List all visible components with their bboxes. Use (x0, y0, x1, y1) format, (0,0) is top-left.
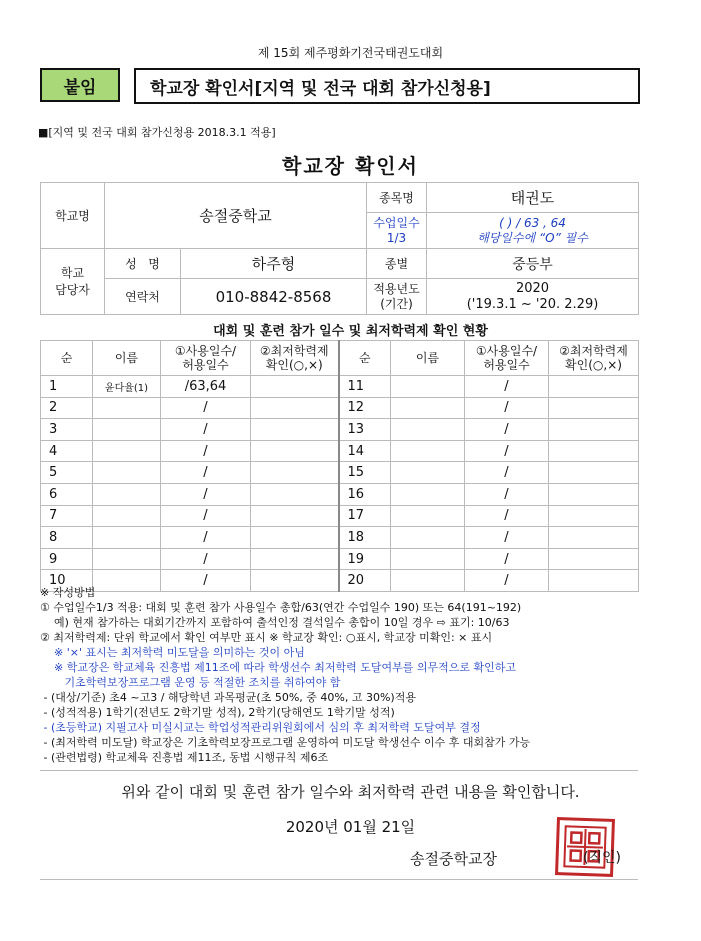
table-row (41, 440, 639, 462)
row-name-cell (93, 505, 161, 527)
row-min-cell (251, 397, 339, 419)
row-min-cell (549, 548, 639, 570)
row-no-cell: 19 (339, 548, 391, 570)
guide-line: ① 수업일수1/3 적용: 대회 및 훈련 참가 사용일수 총합/63(연간 수업일수 190) 또는 64(191~192) (40, 601, 522, 614)
class-days-label-2: 1/3 (386, 230, 407, 245)
row-days-cell: / (465, 570, 549, 592)
table-row (41, 548, 639, 570)
divider (40, 770, 638, 771)
row-days-cell: / (161, 462, 251, 484)
category-value: 중등부 (427, 249, 639, 279)
header-no: 순 (41, 341, 93, 376)
manager-label-1: 학교 (60, 265, 85, 280)
row-days-cell: / (465, 483, 549, 505)
row-min-cell (549, 483, 639, 505)
header-days-r-1: ①사용일수/ (475, 344, 538, 358)
bottom-divider (40, 879, 638, 880)
row-days-cell: / (161, 419, 251, 441)
row-no-cell: 15 (339, 462, 391, 484)
table-row (41, 397, 639, 419)
row-no-cell: 2 (41, 397, 93, 419)
year-value: 2020 (515, 280, 550, 296)
manager-label-2: 담당자 (55, 282, 90, 297)
row-days-cell: / (161, 505, 251, 527)
info-table (40, 182, 639, 315)
class-days-label-1: 수업일수 (373, 215, 420, 230)
row-min-cell (251, 419, 339, 441)
header-min-r (549, 341, 639, 376)
guide-line: ※ '×' 표시는 최저학력 미도달을 의미하는 것이 아님 (40, 646, 305, 659)
row-no-cell: 1 (41, 376, 93, 398)
period-value: ('19.3.1 ~ '20. 2.29) (466, 296, 599, 312)
status-table (40, 340, 639, 592)
row-days-cell: / (161, 527, 251, 549)
row-min-cell (251, 483, 339, 505)
header-min-r-2: 확인(○,×) (565, 358, 622, 372)
row-no-cell: 11 (339, 376, 391, 398)
guide-line: - (최저학력 미도달) 학교장은 기초학력보장프로그램 운영하여 미도달 학생선수 이수 후 대회참가 가능 (40, 736, 531, 749)
guide-line: ② 최저학력제: 단위 학교에서 확인 여부만 표시 ※ 학교장 확인: ○표시, 학교장 미확인: × 표시 (40, 631, 493, 644)
row-name-cell (93, 419, 161, 441)
header-name: 이름 (93, 341, 161, 376)
row-no-cell: 20 (339, 570, 391, 592)
attachment-label: 붙임 (40, 68, 120, 102)
contact-label: 연락처 (105, 279, 181, 315)
row-no-cell: 16 (339, 483, 391, 505)
contact-value: 010-8842-8568 (181, 279, 367, 315)
row-min-cell (549, 505, 639, 527)
row-no-cell: 7 (41, 505, 93, 527)
row-days-cell: / (465, 527, 549, 549)
row-name-cell (391, 527, 465, 549)
principal-name: 송절중학교장 (410, 850, 497, 868)
row-no-cell: 4 (41, 440, 93, 462)
name-label: 성 명 (105, 249, 181, 279)
sport-label: 종목명 (367, 183, 427, 213)
row-name-cell (93, 548, 161, 570)
header-days-r (465, 341, 549, 376)
status-title: 대회 및 훈련 참가 일수 및 최저학력제 확인 현황 (213, 324, 488, 339)
row-days-cell: / (465, 397, 549, 419)
row-days-cell: /63,64 (161, 376, 251, 398)
row-name-cell (93, 397, 161, 419)
row-no-cell: 12 (339, 397, 391, 419)
guide-line: - (대상/기준) 초4 ~고3 / 해당학년 과목평균(초 50%, 중 40%, 고 30%)적용 (40, 691, 416, 704)
table-row (41, 376, 639, 398)
row-no-cell: 6 (41, 483, 93, 505)
row-min-cell (251, 505, 339, 527)
header-days (161, 341, 251, 376)
table-row (41, 483, 639, 505)
manager-name: 하주형 (181, 249, 367, 279)
row-min-cell (549, 419, 639, 441)
class-days-hint: 해당일수에 “O” 필수 (477, 230, 588, 245)
competition-title: 제 15회 제주평화기전국태권도대회 (257, 46, 444, 60)
manager-label (41, 249, 105, 315)
guide-line: ※ 작성방법 (40, 586, 96, 599)
year-label-2: (기간) (380, 296, 413, 311)
row-days-cell: / (465, 440, 549, 462)
row-name-cell (391, 419, 465, 441)
school-label: 학교명 (41, 183, 105, 249)
header-min (251, 341, 339, 376)
row-days-cell: / (161, 570, 251, 592)
category-label: 종별 (367, 249, 427, 279)
class-days-label (367, 213, 427, 249)
table-row (41, 462, 639, 484)
class-days-value: ( ) / 63 , 64 (499, 215, 566, 230)
school-name: 송절중학교 (105, 183, 367, 249)
row-min-cell (549, 397, 639, 419)
confirmation-text: 위와 같이 대회 및 훈련 참가 일수와 최저학력 관련 내용을 확인합니다. (121, 783, 580, 801)
row-name-cell (391, 505, 465, 527)
header-name-r: 이름 (391, 341, 465, 376)
guide-line: ※ 학교장은 학교체육 진흥법 제11조에 따라 학생선수 최저학력 도달여부를 의무적으로 확인하고 (40, 661, 516, 674)
row-name-cell (93, 483, 161, 505)
header-days-1: ①사용일수/ (174, 344, 237, 358)
row-min-cell (549, 376, 639, 398)
row-no-cell: 18 (339, 527, 391, 549)
page-title: 학교장 확인서 (282, 154, 419, 178)
header-min-r-1: ②최저학력제 (559, 344, 628, 358)
row-name-cell: 윤다율(1) (93, 376, 161, 398)
header-min-1: ②최저학력제 (259, 344, 329, 358)
header-days-r-2: 허용일수 (483, 358, 530, 372)
apply-note: ■[지역 및 전국 대회 참가신청용 2018.3.1 적용] (38, 126, 276, 139)
row-no-cell: 9 (41, 548, 93, 570)
row-days-cell: / (161, 548, 251, 570)
row-name-cell (391, 376, 465, 398)
row-days-cell: / (465, 548, 549, 570)
row-days-cell: / (161, 483, 251, 505)
row-no-cell: 3 (41, 419, 93, 441)
row-min-cell (549, 462, 639, 484)
row-min-cell (549, 527, 639, 549)
sport-value: 태권도 (427, 183, 639, 213)
row-name-cell (391, 462, 465, 484)
header-no-r: 순 (339, 341, 391, 376)
header-min-2: 확인(○,×) (265, 358, 323, 372)
row-min-cell (251, 440, 339, 462)
header-days-2: 허용일수 (182, 358, 229, 372)
writing-guide (40, 585, 640, 765)
table-row (41, 505, 639, 527)
row-no-cell: 17 (339, 505, 391, 527)
document-name: 학교장 확인서[지역 및 전국 대회 참가신청용] (134, 68, 640, 104)
row-name-cell (93, 440, 161, 462)
row-min-cell (549, 440, 639, 462)
row-name-cell (391, 483, 465, 505)
row-min-cell (251, 527, 339, 549)
year-label-1: 적용년도 (373, 281, 420, 296)
row-days-cell: / (161, 440, 251, 462)
row-no-cell: 5 (41, 462, 93, 484)
row-no-cell: 14 (339, 440, 391, 462)
row-min-cell (251, 548, 339, 570)
row-name-cell (391, 548, 465, 570)
guide-line: 예) 현재 참가하는 대회기간까지 포함하여 출석인정 결석일수 총합이 10일 경우 ⇨ 표기: 10/63 (40, 616, 510, 629)
seal-mark: (직인) (583, 850, 621, 866)
row-name-cell (391, 440, 465, 462)
row-days-cell: / (465, 376, 549, 398)
row-no-cell: 13 (339, 419, 391, 441)
guide-line: - (관련법령) 학교체육 진흥법 제11조, 동법 시행규칙 제6조 (40, 751, 329, 764)
row-days-cell: / (465, 505, 549, 527)
row-name-cell (93, 527, 161, 549)
row-name-cell (93, 462, 161, 484)
table-row (41, 527, 639, 549)
row-days-cell: / (465, 419, 549, 441)
guide-line: - (초등학교) 지필고사 미실시교는 학업성적관리위원회에서 심의 후 최저학력 도달여부 결정 (40, 721, 481, 734)
issue-date: 2020년 01월 21일 (285, 818, 416, 836)
row-days-cell: / (161, 397, 251, 419)
row-min-cell (251, 376, 339, 398)
row-name-cell (391, 397, 465, 419)
year-label (367, 279, 427, 315)
table-row (41, 419, 639, 441)
row-no-cell: 10 (41, 570, 93, 592)
guide-line: 기초학력보장프로그램 운영 등 적절한 조치를 취하여야 함 (40, 676, 341, 689)
row-days-cell: / (465, 462, 549, 484)
row-min-cell (251, 462, 339, 484)
row-no-cell: 8 (41, 527, 93, 549)
guide-line: - (성적적용) 1학기(전년도 2학기말 성적), 2학기(당해연도 1학기말 성적) (40, 706, 395, 719)
year-cell (427, 279, 639, 315)
class-days-cell (427, 213, 639, 249)
